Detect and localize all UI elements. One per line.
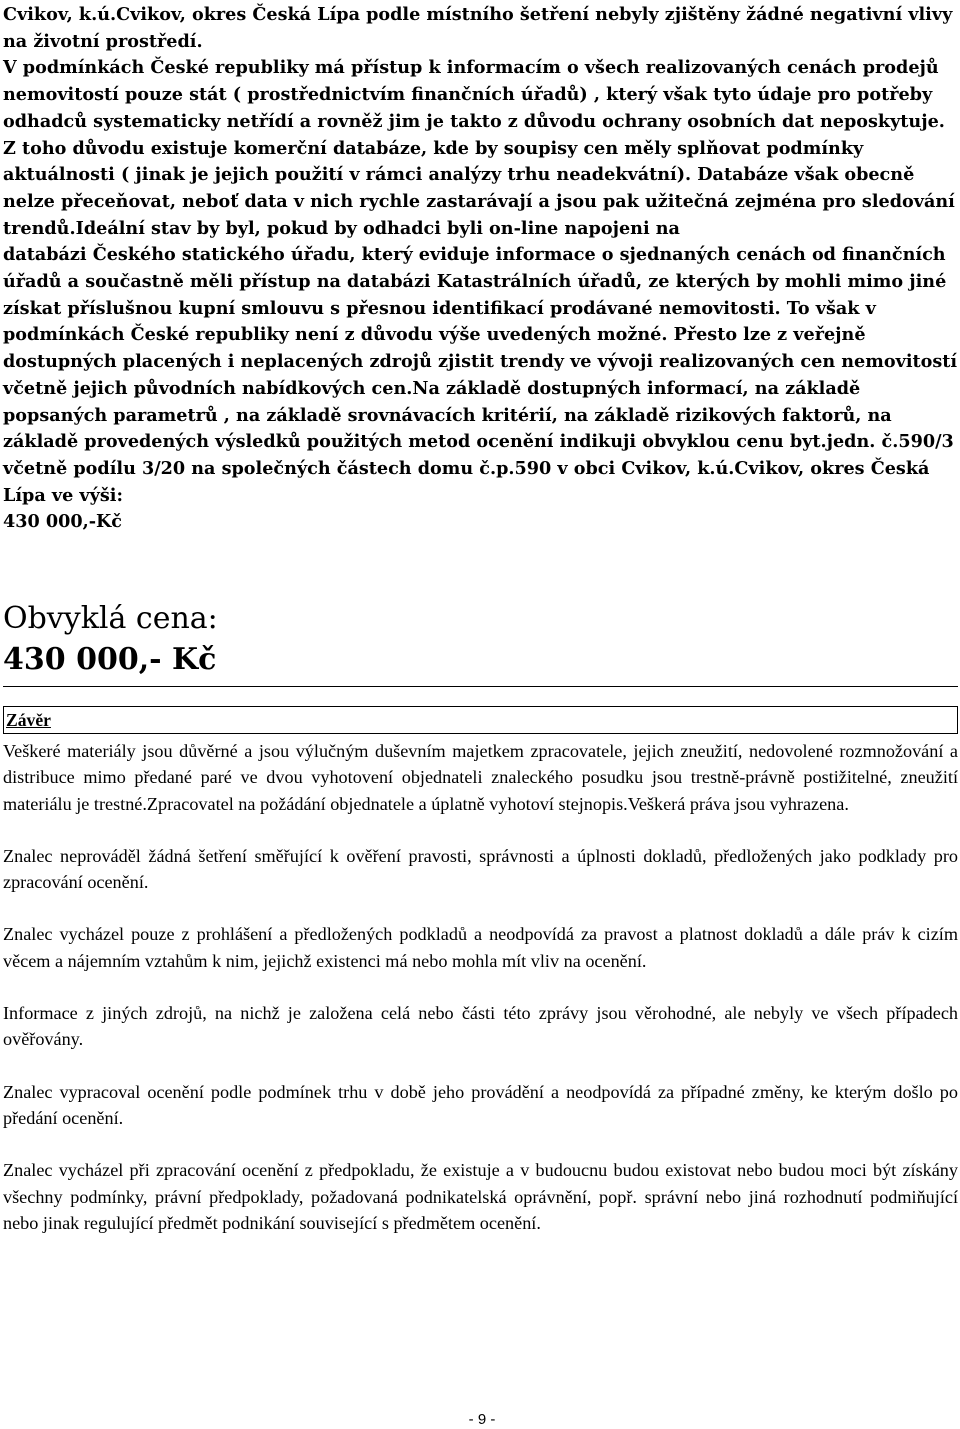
intro-text xyxy=(3,0,958,536)
conclusion-paragraph: Znalec neprováděl žádná šetření směřující k ověření pravosti, správnosti a úplnosti dokladů, předložených jako podklady pro zpracování ocenění. xyxy=(3,845,958,893)
page-number-text: - 9 - xyxy=(468,1411,496,1428)
conclusion-paragraph: Znalec vycházel pouze z prohlášení a předložených podkladů a neodpovídá za pravost a platnost dokladů a dále práv k cizím věcem a nájemním vztahům k nim, jejichž existenci má nebo mohla mít vliv na ocenění. xyxy=(3,924,958,971)
intro-amount: 430 000,-Kč xyxy=(3,511,123,533)
page-number xyxy=(3,1411,960,1429)
intro-paragraph-second: databázi Českého statického úřadu, který eviduje informace o sjednaných cenách od finančních úřadů a součastně měli přístup na databázi Katastrálních úřadů, ze kterých by mohli mimo jiné získat příslušnou kupní smlouvu s přesnou identifikací prodávané nemovitosti. To však v podmínkách České republiky není z důvodu výše uvedených možné. Přesto lze z veřejně dostupných placených i neplacených zdrojů zjistit trendy ve vývoji realizovaných cen nemovitostí včetně jejich původních nabídkových cen.Na základě dostupných informací, na základě popsaných parametrů , na základě srovnávacích kritérií, na základě rizikových faktorů, na základě provedených výsledků použitých metod ocenění indikuji obvyklou cenu byt.jedn. č.590/3 včetně podílu 3/20 na společných částech domu č.p.590 v obci Cvikov, k.ú.Cvikov, okres Česká Lípa ve výši: xyxy=(3,244,958,506)
conclusion-paragraph: Informace z jiných zdrojů, na nichž je založena celá nebo části této zprávy jsou věrohodné, ale nebyly ve všech případech ověřovány. xyxy=(3,1003,958,1050)
usual-price-value: 430 000,- Kč xyxy=(3,642,217,677)
intro-paragraph-main: V podmínkách České republiky má přístup k informacím o všech realizovaných cenách prodejů nemovitostí pouze stát ( prostřednictvím finančních úřadů) , který však tyto údaje pro potřeby odhadců systematicky netřídí a rovněž jim je takto z důvodu ochrany osobních dat neposkytuje. Z toho důvodu existuje komerční databáze, kde by soupisy cen měly splňovat podmínky aktuálnosti ( jinak je jejich použití v rámci analýzy trhu neadekvátní). Databáze však obecně nelze přeceňovat, neboť data v nich rychle zastarávají a jsou pak užitečná zejména pro sledování trendů.Ideální stav by byl, pokud by odhadci byli on-line napojeni na xyxy=(3,57,955,239)
section-divider xyxy=(3,686,958,687)
conclusion-paragraphs xyxy=(3,738,958,1262)
conclusion-paragraph: Veškeré materiály jsou důvěrné a jsou výlučným duševním majetkem zpracovatele, jejich zneužití, nedovolené rozmnožování a distribuce mimo předané paré ve dvou vyhotovení objednateli znaleckého posudku jsou trestně-právně postižitelné, zneužití materiálu je trestné.Zpracovatel na požádání objednatele a úplatně vyhotoví stejnopis.Veškerá práva jsou vyhrazena. xyxy=(3,741,958,814)
conclusion-paragraph: Znalec vypracoval ocenění podle podmínek trhu v době jeho provádění a neodpovídá za případné změny, ke kterým došlo po předání ocenění. xyxy=(3,1081,958,1128)
conclusion-title: Závěr xyxy=(6,710,51,730)
intro-line-location: Cvikov, k.ú.Cvikov, okres Česká Lípa podle místního šetření nebyly zjištěny žádné negativní vlivy na životní prostředí. xyxy=(3,4,953,52)
conclusion-paragraph: Znalec vycházel při zpracování ocenění z předpokladu, že existuje a v budoucnu budou existovat nebo budou moci být získány všechny podmínky, právní předpoklady, požadovaná podnikatelská oprávnění, popř. správní nebo jiná rozhodnutí podmiňující nebo jinak regulující předmět podnikání související s předmětem ocenění. xyxy=(3,1160,958,1233)
usual-price-label: Obvyklá cena: xyxy=(3,601,218,636)
conclusion-heading-box xyxy=(3,706,958,734)
